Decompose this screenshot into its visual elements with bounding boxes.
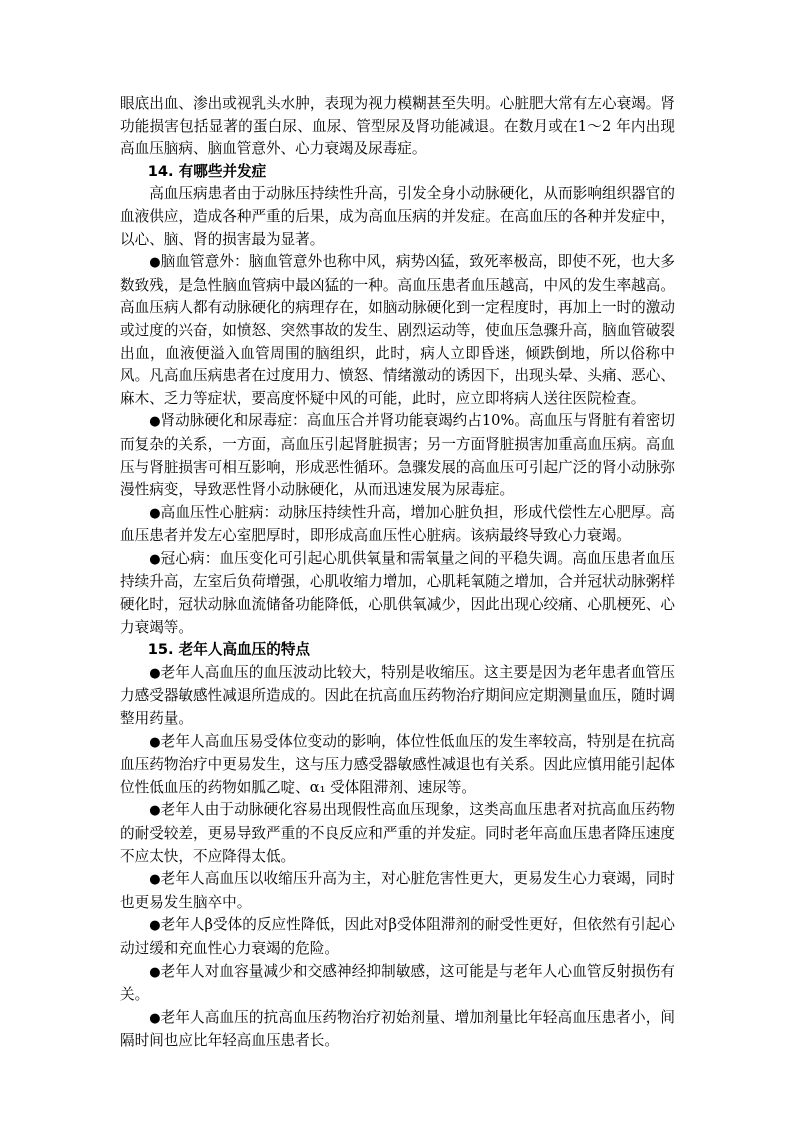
bullet-icon: ● bbox=[149, 505, 161, 521]
bullet-item-kidney bbox=[120, 410, 675, 501]
bullet-item-stroke bbox=[120, 251, 675, 410]
bullet-icon: ● bbox=[149, 964, 161, 980]
bullet-item-elderly-2 bbox=[120, 731, 675, 800]
bullet-text: 老年人β受体的反应性降低，因此对β受体阻滞剂的耐受性更好，但依然有引起心动过缓和充血性心力衰竭的危险。 bbox=[120, 916, 675, 957]
bullet-text: 老年人对血容量减少和交感神经抑制敏感，这可能是与老年人心血管反射损伤有关。 bbox=[120, 962, 675, 1004]
bullet-text: 老年人由于动脉硬化容易出现假性高血压现象，这类高血压患者对抗高血压药物的耐受较差，更易导致严重的不良反应和严重的并发症。同时老年高血压患者降压速度不应太快，不应降得太低。 bbox=[120, 801, 675, 865]
bullet-item-elderly-3 bbox=[120, 799, 675, 868]
bullet-item-elderly-1 bbox=[120, 662, 675, 731]
bullet-item-elderly-4 bbox=[120, 868, 675, 914]
bullet-text: 高血压性心脏病：动脉压持续性升高，增加心脏负担，形成代偿性左心肥厚。高血压患者并发左心室肥厚时，即形成高血压性心脏病。该病最终导致心力衰竭。 bbox=[120, 503, 675, 545]
bullet-icon: ● bbox=[149, 665, 161, 681]
bullet-icon: ● bbox=[149, 414, 161, 430]
bullet-item-elderly-7 bbox=[120, 1007, 675, 1053]
bullet-text: 冠心病：血压变化可引起心肌供氧量和需氧量之间的平稳失调。高血压患者血压持续升高，左室后负荷增强，心肌收缩力增加，心肌耗氧随之增加，合并冠状动脉粥样硬化时，冠状动脉血流储备功能降低，心肌供氧减少，因此出现心绞痛、心肌梗死、心力衰竭等。 bbox=[120, 549, 675, 636]
bullet-item-coronary bbox=[120, 548, 675, 639]
paragraph-complications-intro: 高血压病患者由于动脉压持续性升高，引发全身小动脉硬化，从而影响组织器官的血液供应，造成各种严重的后果，成为高血压病的并发症。在高血压的各种并发症中，以心、脑、肾的损害最为显著。 bbox=[120, 185, 675, 248]
bullet-text: 老年人高血压的抗高血压药物治疗初始剂量、增加剂量比年轻高血压患者小，间隔时间也应比年轻高血压患者长。 bbox=[120, 1008, 675, 1050]
bullet-text: 老年人高血压以收缩压升高为主，对心脏危害性更大，更易发生心力衰竭，同时也更易发生脑卒中。 bbox=[120, 870, 675, 911]
section-heading-15: 15. 老年人高血压的特点 bbox=[147, 641, 311, 659]
paragraph-intro: 眼底出血、渗出或视乳头水肿，表现为视力模糊甚至失明。心脏肥大常有左心衰竭。肾功能损害包括显著的蛋白尿、血尿、管型尿及肾功能减退。在数月或在1～2 年内出现高血压脑病、脑血管意外、心力衰竭及尿毒症。 bbox=[120, 95, 675, 158]
section-heading-14: 14. 有哪些并发症 bbox=[147, 162, 267, 180]
bullet-icon: ● bbox=[149, 734, 161, 750]
bullet-icon: ● bbox=[149, 551, 161, 567]
bullet-icon: ● bbox=[149, 918, 161, 934]
bullet-item-elderly-5 bbox=[120, 914, 675, 960]
bullet-icon: ● bbox=[149, 1010, 161, 1026]
bullet-text: 肾动脉硬化和尿毒症：高血压合并肾功能衰竭约占10%。高血压与肾脏有着密切而复杂的关系，一方面，高血压引起肾脏损害；另一方面肾脏损害加重高血压病。高血压与肾脏损害可相互影响，形成恶性循环。急骤发展的高血压可引起广泛的肾小动脉弥漫性病变，导致恶性肾小动脉硬化，从而迅速发展为尿毒症。 bbox=[120, 412, 675, 499]
bullet-item-elderly-6 bbox=[120, 961, 675, 1007]
bullet-text: 老年人高血压的血压波动比较大，特别是收缩压。这主要是因为老年患者血管压力感受器敏感性减退所造成的。因此在抗高血压药物治疗期间应定期测量血压，随时调整用药量。 bbox=[120, 663, 675, 728]
document-page bbox=[120, 93, 675, 1053]
bullet-icon: ● bbox=[149, 803, 161, 819]
bullet-item-heart-disease bbox=[120, 502, 675, 548]
bullet-icon: ● bbox=[149, 872, 161, 888]
bullet-icon: ● bbox=[149, 255, 161, 271]
bullet-text: 老年人高血压易受体位变动的影响，体位性低血压的发生率较高，特别是在抗高血压药物治疗中更易发生，这与压力感受器敏感性减退也有关系。因此应慎用能引起体位性低血压的药物如胍乙啶、α₁ 受体阻滞剂、速尿等。 bbox=[120, 732, 675, 796]
bullet-text: 脑血管意外：脑血管意外也称中风，病势凶猛，致死率极高，即使不死，也大多数致残，是急性脑血管病中最凶猛的一种。高血压患者血压越高，中风的发生率越高。高血压病人都有动脉硬化的病理存在，如脑动脉硬化到一定程度时，再加上一时的激动或过度的兴奋，如愤怒、突然事故的发生、剧烈运动等，使血压急骤升高，脑血管破裂出血，血液便溢入血管周围的脑组织，此时，病人立即昏迷，倾跌倒地，所以俗称中风。凡高血压病患者在过度用力、愤怒、情绪激动的诱因下，出现头晕、头痛、恶心、麻木、乏力等症状，要高度怀疑中风的可能，此时，应立即将病人送往医院检查。 bbox=[120, 253, 675, 407]
